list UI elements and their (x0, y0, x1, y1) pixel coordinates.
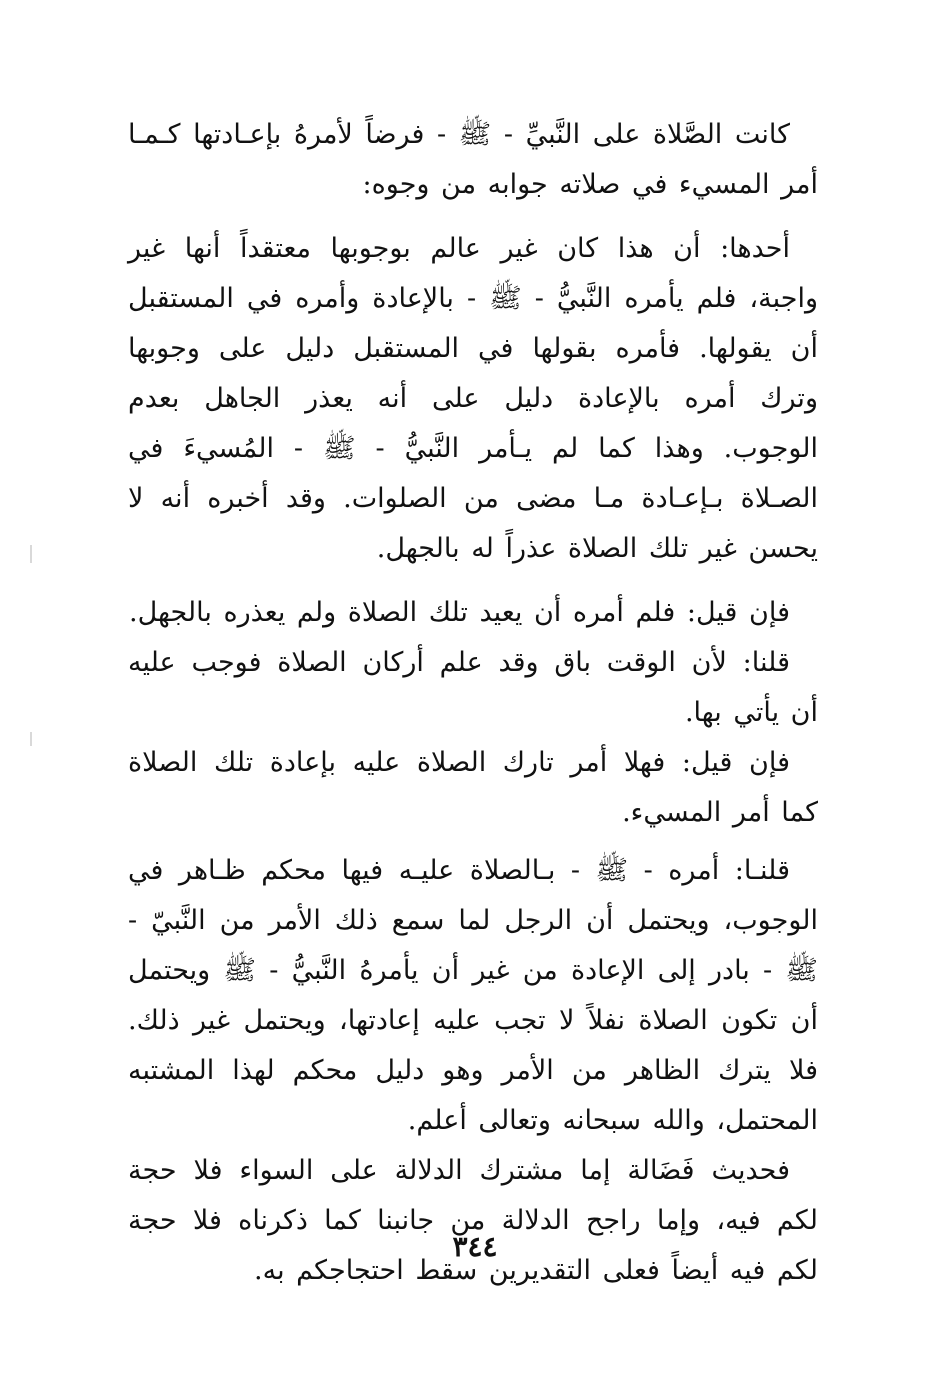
paragraph-first-answer: أحدها: أن هذا كان غير عالم بوجوبها معتقداً أنها غير واجبة، فلم يأمره النَّبيُّ - ﷺ - بالإعادة وأمره في المستقبل أن يقولها. فأمره بقولها في المستقبل دليل على وجوبها وترك أمره بالإعادة دليل على أنه يعذر الجاهل بعدم الوجوب. وهذا كما لم يـأمر النَّبيُّ - ﷺ - المُسيءَ في الصـلاة بـإعـادة مـا مضى من الصلوات. وقد أخبره أنه لا يحسن غير تلك الصلاة عذراً له بالجهل. (128, 233, 818, 564)
paragraph-intro: كانت الصَّلاة على النَّبيِّ - ﷺ - فرضاً لأمرهُ بإعـادتها كـمـا أمر المسيء في صلاته جوابه من وجوه: (128, 119, 818, 200)
paragraph-reply-1: قلنا: لأن الوقت باق وقد علم أركان الصلاة فوجب عليه أن يأتي بها. (128, 647, 818, 728)
paragraph-gap (128, 838, 818, 846)
page-number: ٣٤٤ (452, 1230, 498, 1263)
paragraph-conclusion: فحديث فَضَالة إما مشترك الدلالة على السواء فلا حجة لكم فيه، وإما راجح الدلالة من جانبنا كما ذكرناه فلا حجة لكم فيه أيضاً فعلى التقديرين سقط احتجاجكم به. (128, 1155, 818, 1286)
scan-edge-mark-bottom (30, 732, 32, 746)
paragraph-objection-1: فإن قيل: فلم أمره أن يعيد تلك الصلاة ولم يعذره بالجهل. (128, 597, 790, 628)
scan-edge-mark-top (30, 545, 32, 563)
paragraph-gap (128, 574, 818, 588)
paragraph-gap (128, 210, 818, 224)
paragraph-objection-2: فإن قيل: فهلا أمر تارك الصلاة عليه بإعادة تلك الصلاة كما أمر المسيء. (128, 747, 818, 828)
paragraph-reply-2: قلنـا: أمره - ﷺ - بـالصلاة عليـه فيها محكم ظـاهر في الوجوب، ويحتمل أن الرجل لما سمع ذلك الأمر من النَّبيّ - ﷺ - بادر إلى الإعادة من غير أن يأمرهُ النَّبيُّ - ﷺ ويحتمل أن تكون الصلاة نفلاً لا تجب عليه إعادتها، ويحتمل غير ذلك. فلا يترك الظاهر من الأمر وهو دليل محكم لهذا المشتبه المحتمل، والله سبحانه وتعالى أعلم. (128, 855, 818, 1136)
page-body-text (128, 110, 818, 1296)
